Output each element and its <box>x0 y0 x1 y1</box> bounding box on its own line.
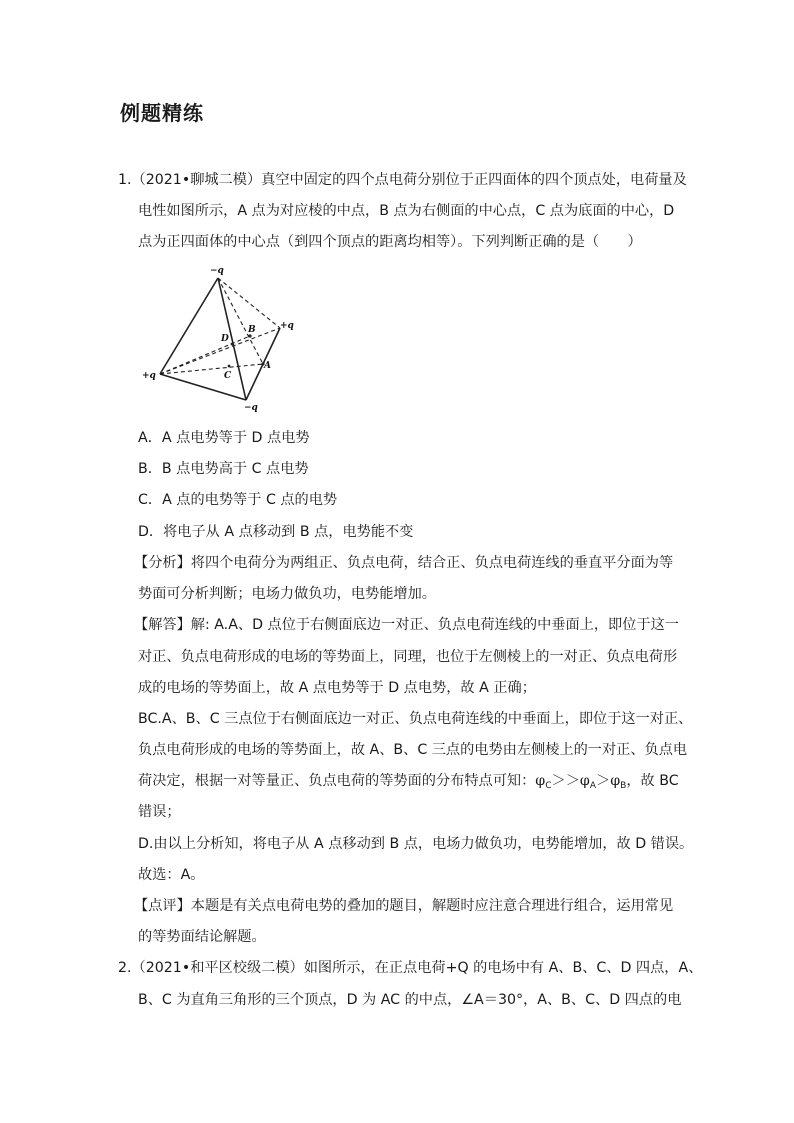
edge-top-left <box>160 278 218 374</box>
label-bottom-charge: −q <box>244 403 258 412</box>
point-C <box>228 365 231 368</box>
q1-stem-line-2: 电性如图所示，A 点为对应棱的中点，B 点为右侧面的中心点，C 点为底面的中心，D <box>138 203 675 219</box>
line-left-to-B <box>160 336 250 374</box>
section-title: 例题精练 <box>120 101 204 125</box>
tetrahedron-diagram <box>140 262 300 412</box>
q1-option-c: C．A 点的电势等于 C 点的电势 <box>138 492 338 508</box>
phi-c-subscript: C <box>545 781 552 791</box>
q1-option-a: A．A 点电势等于 D 点电势 <box>138 430 310 446</box>
phi-c: φ <box>535 773 546 789</box>
label-top-charge: −q <box>210 266 224 276</box>
label-B: B <box>248 325 256 335</box>
label-right-charge: +q <box>280 321 294 331</box>
answer6-text-pre: 荷决定，根据一对等量正、负点电荷的等势面的分布特点可知： <box>138 773 536 789</box>
q1-answer-line-5: 负点电荷形成的电场的等势面上，故 A、B、C 三点的电势由左侧棱上的一对正、负点电 <box>138 742 688 758</box>
q1-answer-line-9: 故选：A。 <box>138 867 205 883</box>
phi-b: φ <box>610 773 621 789</box>
q1-answer-line-4: BC.A、B、C 三点位于右侧面底边一对正、负点电荷连线的中垂面上，即位于这一对正、 <box>138 711 693 727</box>
edge-left-bottom <box>160 374 246 400</box>
q1-answer-line-8: D.由以上分析知，将电子从 A 点移动到 B 点，电场力做负功，电势能增加，故 D 错误。 <box>138 836 694 852</box>
q1-comment-line-1: 【点评】本题是有关点电荷电势的叠加的题目，解题时应注意合理进行组合，运用常见 <box>134 898 674 914</box>
q1-analysis-line-1: 【分析】将四个电荷分为两组正、负点电荷，结合正、负点电荷连线的垂直平分面为等 <box>134 555 674 571</box>
greater-than: ＞ <box>596 773 611 789</box>
q1-answer-line-3: 成的电场的等势面上，故 A 点电势等于 D 点电势，故 A 正确； <box>138 680 536 696</box>
q1-analysis-line-2: 势面可分析判断；电场力做负功，电势能增加。 <box>138 586 436 602</box>
point-D <box>231 343 234 346</box>
q1-comment-line-2: 的等势面结论解题。 <box>138 929 266 945</box>
phi-a: φ <box>579 773 590 789</box>
line-top-to-A <box>218 278 263 364</box>
q1-option-b: B．B 点电势高于 C 点电势 <box>138 461 309 477</box>
label-A: A <box>264 361 271 371</box>
greater-than-double: ＞＞ <box>551 773 580 789</box>
q2-stem-line-2: B、C 为直角三角形的三个顶点，D 为 AC 的中点，∠A＝30°，A、B、C、D 四点的电 <box>138 992 682 1008</box>
q1-answer-line-7: 错误； <box>138 804 181 820</box>
q1-answer-line-2: 对正、负点电荷形成的电场的等势面上，同理，也位于左侧棱上的一对正、负点电荷形 <box>138 649 678 665</box>
tetrahedron-figure <box>140 262 300 412</box>
line-left-to-A <box>160 364 263 374</box>
phi-a-subscript: A <box>589 781 596 791</box>
answer6-text-post: ，故 BC <box>626 773 679 789</box>
label-D: D <box>221 334 229 344</box>
label-C: C <box>224 371 232 381</box>
q1-answer-line-6 <box>138 771 679 796</box>
q1-option-d: D．将电子从 A 点移动到 B 点，电势能不变 <box>138 524 414 540</box>
q1-stem-line-3: 点为正四面体的中心点（到四个顶点的距离均相等）。下列判断正确的是（ ） <box>138 234 642 250</box>
q1-stem-line-1: 1.（2021•聊城二模）真空中固定的四个点电荷分别位于正四面体的四个顶点处，电荷量及 <box>118 172 687 188</box>
label-left-charge: +q <box>142 371 156 381</box>
phi-b-subscript: B <box>620 781 627 791</box>
q2-stem-line-1: 2.（2021•和平区校级二模）如图所示，在正点电荷+Q 的电场中有 A、B、C、D 四点，A、 <box>118 960 703 976</box>
q1-answer-line-1: 【解答】解: A.A、D 点位于右侧面底边一对正、负点电荷连线的中垂面上，即位于这一 <box>134 617 679 633</box>
